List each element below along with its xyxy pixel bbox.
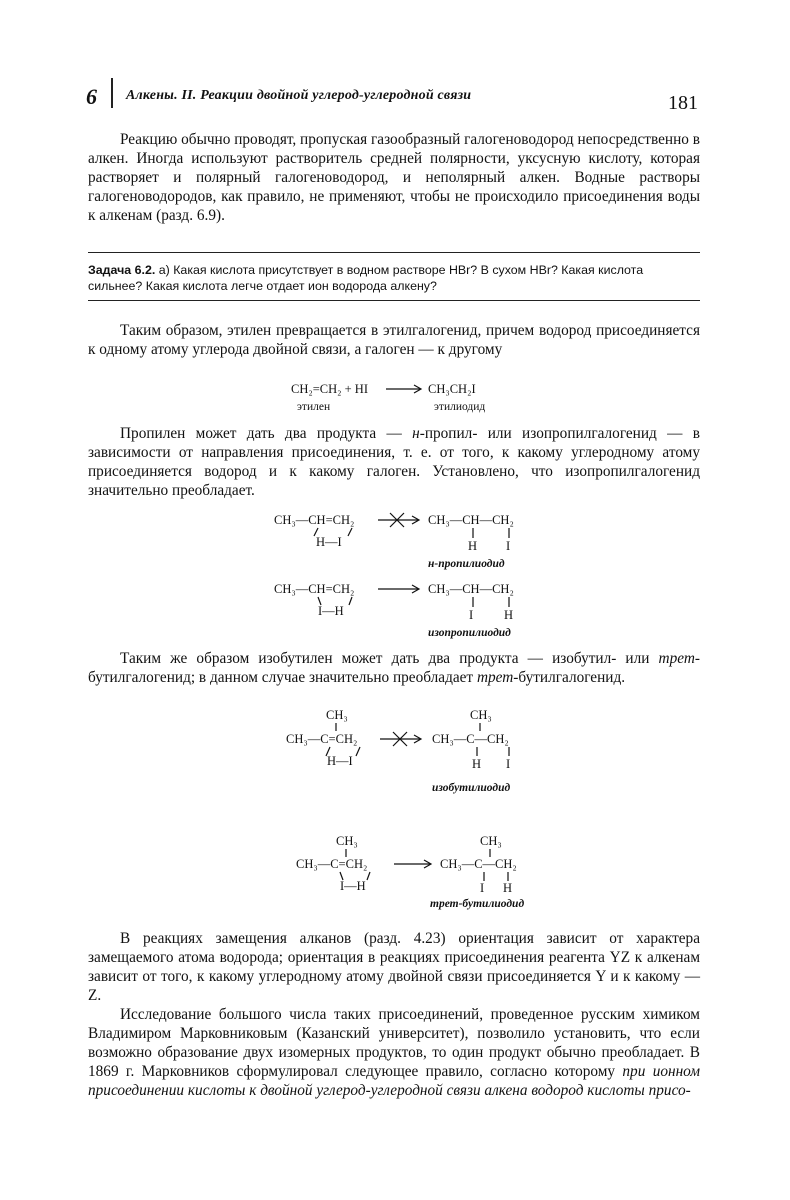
chapter-number: 6 [86, 84, 97, 109]
eq1-left: CH₂=CH₂ + HI [291, 382, 368, 396]
prop-r1-right: CH₃—CH—CH₂ [428, 513, 514, 527]
iso-r2-sub-a: I [480, 881, 485, 895]
iso-r1-curl-b [356, 747, 360, 756]
task-text: а) Какая кислота присутствует в водном растворе HBr? В сухом HBr? Какая кислота сильнее? Какая кислота легче отдает ион водорода алкену? [88, 263, 644, 293]
prop-r2-left: CH₃—CH=CH₂ [274, 582, 355, 596]
iso-r1-sub-a: H [472, 757, 482, 771]
iso-r2-ch3-left: CH₃ [336, 834, 358, 848]
prop-r2-label: изопропилиодид [428, 627, 511, 639]
iso-r2-label: трет-бутилиодид [430, 898, 525, 910]
eq1-left-label: этилен [297, 401, 331, 413]
eq1-right-label: этилиодид [434, 401, 486, 413]
paragraph-5: В реакциях замещения алканов (разд. 4.23) ориентация зависит от характера замещаемого атома водорода; ориентация в реакциях присоединения реагента YZ к алкенам зависит от того, к какому углеродному атому двойной связи присоединяется Y и к какому — Z. [88, 930, 700, 1004]
prop-r2-sub-b: H [504, 608, 514, 622]
prop-r2-reagent: I—H [318, 604, 344, 618]
prop-r2-sub-a: I [469, 608, 474, 622]
iso-r2-reagent: I—H [340, 879, 366, 893]
paragraph-2: Таким образом, этилен превращается в этилгалогенид, причем водород присоединяется к одному атому углерода двойной связи, а галоген — к другому [88, 322, 700, 358]
prop-r1-label: н-пропилиодид [428, 558, 505, 570]
paragraph-1: Реакцию обычно проводят, пропуская газообразный галогеноводород непосредственно в алкен. Иногда используют растворитель средней полярности, уксусную кислоту, которая растворяет и полярный галогеноводород, и неполярный алкен. Водные растворы галогеноводородов, как правило, не применяют, чтобы не происходило присоединения воды к алкенам (разд. 6.9). [88, 131, 700, 224]
iso-r2-left: CH₃—C=CH₂ [296, 857, 368, 871]
iso-r2-right: CH₃—C—CH₂ [440, 857, 517, 871]
prop-r1-left: CH₃—CH=CH₂ [274, 513, 355, 527]
iso-r1-reagent: H—I [327, 754, 353, 768]
iso-r1-left: CH₃—C=CH₂ [286, 732, 358, 746]
iso-r1-ch3-left: CH₃ [326, 708, 348, 722]
prop-r2-right: CH₃—CH—CH₂ [428, 582, 514, 596]
iso-r2-sub-b: H [503, 881, 513, 895]
iso-r1-label: изобутилиодид [432, 782, 511, 794]
prop-r1-sub-b: I [506, 539, 511, 553]
iso-r1-right: CH₃—C—CH₂ [432, 732, 509, 746]
iso-r1-sub-b: I [506, 757, 511, 771]
paragraph-6: Исследование большого числа таких присоединений, проведенное русским химиком Владимиром Марковниковым (Казанский университет), позволило установить, что если возможно образование двух изомерных продуктов, то один продукт обычно преобладает. В 1869 г. Марковников сформулировал следующее правило, согласно которому при ионном присоединении кислоты к двойной углерод-углеродной связи алкена водород кислоты присо- [88, 1006, 700, 1099]
paragraph-3: Пропилен может дать два продукта — н-пропил- или изопропилгалогенид — в зависимости от направления присоединения, т. е. от того, к какому углеродному атому присоединяется водород и к какому галоген. Установлено, что изопропилгалогенид значительно преобладает. [88, 425, 700, 499]
prop-r1-sub-a: H [468, 539, 478, 553]
iso-r2-ch3-right: CH₃ [480, 834, 502, 848]
iso-r2-curl-b [367, 872, 370, 880]
paragraph-4: Таким же образом изобутилен может дать два продукта — изобутил- или трет-бутилгалогенид; в данном случае значительно преобладает трет-бутилгалогенид. [88, 650, 700, 686]
iso-r1-ch3-right: CH₃ [470, 708, 492, 722]
page-number: 181 [668, 92, 698, 114]
task-label: Задача 6.2. [88, 263, 156, 277]
eq1-right: CH₃CH₂I [428, 382, 476, 396]
prop-r1-reagent: H—I [316, 535, 342, 549]
running-header-title: Алкены. II. Реакции двойной углерод-углеродной связи [126, 88, 472, 103]
